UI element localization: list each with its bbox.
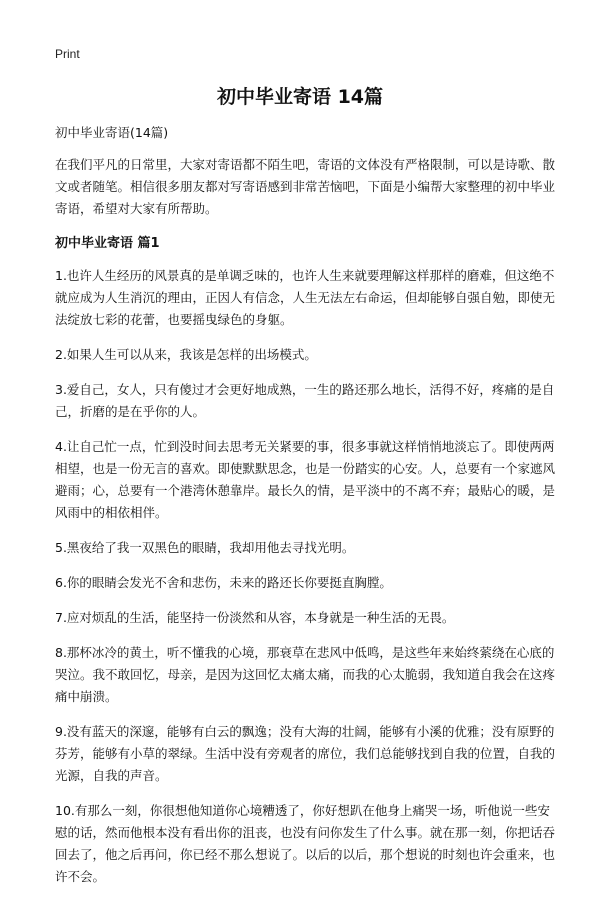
print-link[interactable]: Print: [55, 47, 80, 61]
list-item: 9.没有蓝天的深邃，能够有白云的飘逸；没有大海的壮阔，能够有小溪的优雅；没有原野的芬芳，能够有小草的翠绿。生活中没有旁观者的席位，我们总能够找到自我的位置，自我的光源，自我的声音。: [55, 724, 556, 783]
document-body: [55, 122, 560, 901]
intro-paragraph: 在我们平凡的日常里，大家对寄语都不陌生吧，寄语的文体没有严格限制，可以是诗歌、散文或者随笔。相信很多朋友都对写寄语感到非常苦恼吧，下面是小编帮大家整理的初中毕业寄语，希望对大家有所帮助。: [55, 157, 556, 216]
list-item: 1.也许人生经历的风景真的是单调乏味的，也许人生来就要理解这样那样的磨难，但这绝不就应成为人生消沉的理由，正因人有信念，人生无法左右命运，但却能够自强自勉，即使无法绽放七彩的花蕾，也要摇曳绿色的身躯。: [55, 268, 556, 327]
page-title: 初中毕业寄语 14篇: [216, 86, 384, 108]
document-subtitle: 初中毕业寄语(14篇): [55, 125, 169, 140]
list-item: 4.让自己忙一点，忙到没时间去思考无关紧要的事，很多事就这样悄悄地淡忘了。即使两两相望，也是一份无言的喜欢。即使默默思念，也是一份踏实的心安。人，总要有一个家遮风避雨；心，总要有一个港湾休憩靠岸。最长久的情，是平淡中的不离不弃；最贴心的暖，是风雨中的相依相伴。: [55, 439, 556, 520]
list-item: 6.你的眼睛会发光不舍和悲伤，未来的路还长你要挺直胸膛。: [55, 575, 392, 590]
list-item: 3.爱自己，女人，只有傻过才会更好地成熟，一生的路还那么地长，活得不好，疼痛的是自己，折磨的是在乎你的人。: [55, 382, 555, 419]
list-item: 8.那杯冰冷的黄土，听不懂我的心境，那衰草在悲风中低鸣，是这些年来始终萦绕在心底的哭泣。我不敢回忆，母亲，是因为这回忆太痛太痛，而我的心太脆弱，我知道自我会在这疼痛中崩溃。: [55, 645, 556, 704]
list-item: 7.应对烦乱的生活，能坚持一份淡然和从容，本身就是一种生活的无畏。: [55, 610, 455, 625]
section-heading: 初中毕业寄语 篇1: [55, 236, 160, 251]
list-item: 5.黑夜给了我一双黑色的眼睛，我却用他去寻找光明。: [55, 540, 355, 555]
list-item: 2.如果人生可以从来，我该是怎样的出场模式。: [55, 347, 317, 362]
list-item: 10.有那么一刻，你很想他知道你心境糟透了，你好想趴在他身上痛哭一场，听他说一些安慰的话，然而他根本没有看出你的沮丧，也没有问你发生了什么事。就在那一刻，你把话吞回去了，他之后再问，你已经不那么想说了。以后的以后，那个想说的时刻也许会重来，也许不会。: [55, 803, 556, 884]
